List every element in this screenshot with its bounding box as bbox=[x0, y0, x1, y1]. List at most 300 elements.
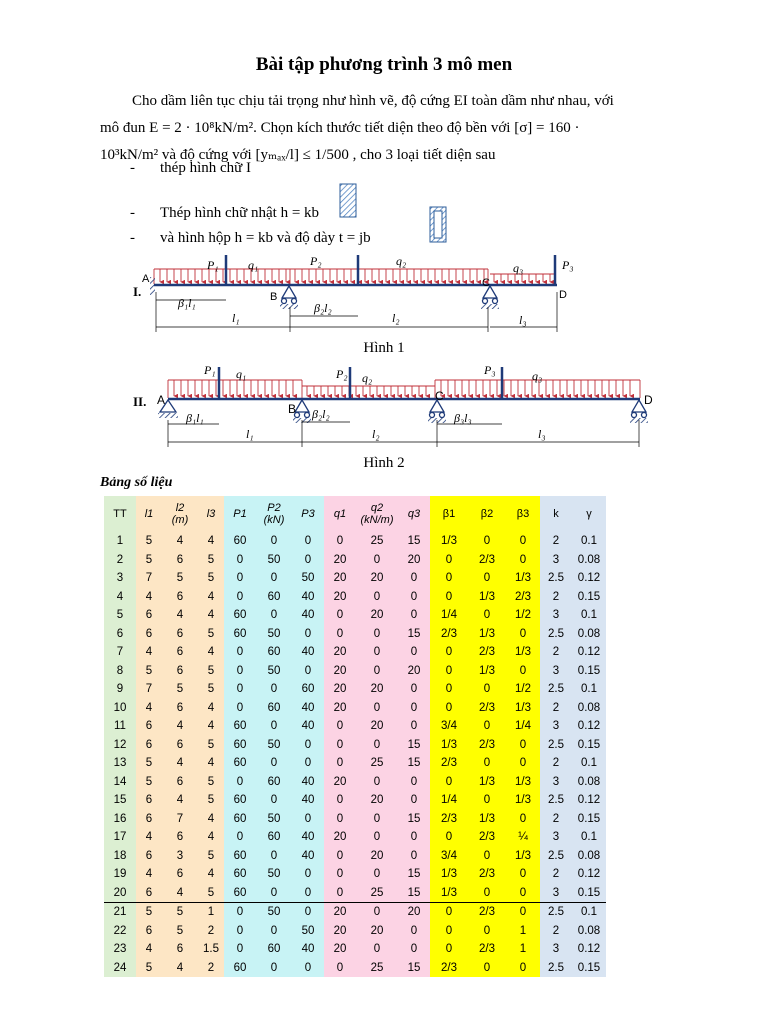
column-header: P2 (kN) bbox=[256, 496, 292, 532]
table-cell: 50 bbox=[256, 810, 292, 829]
table-cell: 2/3 bbox=[468, 699, 506, 718]
table-cell: 6 bbox=[162, 699, 198, 718]
table-cell: 7 bbox=[104, 643, 136, 662]
table-cell: 1/3 bbox=[506, 773, 540, 792]
table-cell: 60 bbox=[224, 606, 256, 625]
table-cell: 20 bbox=[104, 884, 136, 903]
table-cell: 60 bbox=[224, 736, 256, 755]
table-row bbox=[104, 959, 606, 978]
table-cell: 2 bbox=[540, 532, 572, 551]
table-cell: 20 bbox=[324, 569, 356, 588]
table-cell: 0.15 bbox=[572, 736, 606, 755]
load-q2-1: q₂ bbox=[396, 254, 407, 268]
table-cell: 0 bbox=[398, 828, 430, 847]
table-cell: 0 bbox=[430, 569, 468, 588]
table-row bbox=[104, 662, 606, 681]
dim-b2l2-2: β₂l₂ bbox=[312, 407, 330, 421]
table-cell: 4 bbox=[198, 717, 224, 736]
table-cell: 3 bbox=[104, 569, 136, 588]
table-cell: 0 bbox=[256, 922, 292, 941]
load-q3-1: q₃ bbox=[513, 261, 524, 275]
table-cell: 0 bbox=[356, 810, 398, 829]
table-cell: 11 bbox=[104, 717, 136, 736]
column-header: k bbox=[540, 496, 572, 532]
table-cell: 60 bbox=[224, 959, 256, 978]
table-cell: 18 bbox=[104, 847, 136, 866]
table-cell: 0 bbox=[506, 903, 540, 922]
table-row bbox=[104, 828, 606, 847]
table-cell: 1/3 bbox=[506, 699, 540, 718]
table-cell: 0 bbox=[398, 569, 430, 588]
table-cell: 0 bbox=[468, 680, 506, 699]
table-cell: 5 bbox=[162, 680, 198, 699]
table-cell: 60 bbox=[224, 865, 256, 884]
figure-2-caption: Hình 2 bbox=[363, 455, 405, 471]
table-cell: 6 bbox=[136, 606, 162, 625]
table-cell: 1/4 bbox=[430, 606, 468, 625]
load-P1-1: P₁ bbox=[207, 258, 219, 272]
table-cell: 0 bbox=[430, 773, 468, 792]
table-cell: 8 bbox=[104, 662, 136, 681]
table-cell: 0 bbox=[356, 828, 398, 847]
table-cell: 2 bbox=[198, 959, 224, 978]
table-cell: 4 bbox=[162, 884, 198, 903]
table-cell: 0 bbox=[356, 662, 398, 681]
table-cell: 0.1 bbox=[572, 532, 606, 551]
table-cell: 60 bbox=[224, 847, 256, 866]
table-cell: 1/4 bbox=[506, 717, 540, 736]
table-cell: 4 bbox=[198, 606, 224, 625]
table-cell: 0.15 bbox=[572, 662, 606, 681]
table-cell: 2/3 bbox=[430, 810, 468, 829]
table-cell: 3 bbox=[540, 551, 572, 570]
table-cell: 4 bbox=[104, 588, 136, 607]
table-cell: 5 bbox=[104, 606, 136, 625]
table-cell: 0 bbox=[324, 754, 356, 773]
column-header: P1 bbox=[224, 496, 256, 532]
table-cell: 6 bbox=[162, 940, 198, 959]
point-A-1: A bbox=[142, 273, 150, 285]
table-cell: 5 bbox=[198, 551, 224, 570]
table-cell: 5 bbox=[162, 903, 198, 922]
table-cell: 13 bbox=[104, 754, 136, 773]
table-cell: 0.12 bbox=[572, 569, 606, 588]
table-cell: 0 bbox=[506, 662, 540, 681]
table-cell: 0 bbox=[324, 865, 356, 884]
table-cell: 0 bbox=[292, 532, 324, 551]
table-cell: 2 bbox=[540, 922, 572, 941]
table-cell: 0.15 bbox=[572, 810, 606, 829]
table-cell: 5 bbox=[162, 922, 198, 941]
table-cell: 15 bbox=[398, 625, 430, 644]
table-row bbox=[104, 717, 606, 736]
table-cell: 0.12 bbox=[572, 940, 606, 959]
beam-figure-2 bbox=[130, 362, 660, 450]
intro-line-3: 10³kN/m² và độ cứng với [yₘₐₓ/l] ≤ 1/500 , cho 3 loại tiết diện sau bbox=[100, 147, 496, 163]
table-cell: 1/4 bbox=[430, 791, 468, 810]
table-cell: 3 bbox=[540, 717, 572, 736]
load-q2-2: q₂ bbox=[362, 371, 373, 385]
table-cell: 1 bbox=[198, 903, 224, 922]
table-cell: 12 bbox=[104, 736, 136, 755]
table-cell: 2 bbox=[540, 699, 572, 718]
table-row bbox=[104, 551, 606, 570]
table-row bbox=[104, 569, 606, 588]
table-cell: 1/3 bbox=[506, 569, 540, 588]
table-cell: 2 bbox=[540, 643, 572, 662]
table-cell: 1 bbox=[506, 940, 540, 959]
table-cell: 0 bbox=[356, 736, 398, 755]
table-cell: 0 bbox=[430, 551, 468, 570]
table-cell: 6 bbox=[162, 643, 198, 662]
table-cell: 2/3 bbox=[430, 754, 468, 773]
table-cell: 20 bbox=[356, 569, 398, 588]
column-header: β1 bbox=[430, 496, 468, 532]
table-cell: 2.5 bbox=[540, 847, 572, 866]
table-cell: 1/3 bbox=[430, 736, 468, 755]
load-P2-2: P₂ bbox=[336, 367, 348, 381]
table-cell: 0 bbox=[356, 643, 398, 662]
table-cell: 2 bbox=[104, 551, 136, 570]
table-cell: 0 bbox=[356, 940, 398, 959]
table-cell: 0.08 bbox=[572, 551, 606, 570]
dim-l2-2: l₂ bbox=[372, 427, 380, 441]
table-cell: 20 bbox=[324, 773, 356, 792]
table-cell: 50 bbox=[256, 903, 292, 922]
table-cell: 0 bbox=[398, 699, 430, 718]
table-cell: 1 bbox=[506, 922, 540, 941]
table-row bbox=[104, 736, 606, 755]
table-cell: 20 bbox=[324, 828, 356, 847]
table-cell: 0 bbox=[224, 551, 256, 570]
table-cell: 60 bbox=[224, 532, 256, 551]
load-q1-1: q₁ bbox=[248, 258, 259, 272]
dim-l3-2: l₃ bbox=[538, 427, 546, 441]
column-header: TT bbox=[104, 496, 136, 532]
table-cell: 1/3 bbox=[506, 847, 540, 866]
table-cell: 0 bbox=[468, 791, 506, 810]
table-cell: 3 bbox=[540, 828, 572, 847]
table-cell: 0 bbox=[292, 625, 324, 644]
table-cell: 7 bbox=[136, 569, 162, 588]
table-cell: 0 bbox=[506, 865, 540, 884]
column-header: P3 bbox=[292, 496, 324, 532]
table-row bbox=[104, 922, 606, 941]
table-cell: 20 bbox=[324, 680, 356, 699]
intro-line-2: mô đun E = 2 · 10⁸kN/m². Chọn kích thước tiết diện theo độ bền với [σ] = 160 · bbox=[100, 120, 580, 136]
table-cell: 2/3 bbox=[468, 736, 506, 755]
table-cell: 50 bbox=[256, 865, 292, 884]
table-cell: 60 bbox=[224, 791, 256, 810]
table-cell: 15 bbox=[398, 754, 430, 773]
table-cell: 6 bbox=[136, 810, 162, 829]
table-cell: 3 bbox=[540, 662, 572, 681]
table-cell: 0 bbox=[224, 588, 256, 607]
table-cell: 16 bbox=[104, 810, 136, 829]
table-cell: 20 bbox=[324, 643, 356, 662]
table-cell: 0 bbox=[292, 903, 324, 922]
table-cell: 0.08 bbox=[572, 699, 606, 718]
table-cell: 22 bbox=[104, 922, 136, 941]
table-cell: 3 bbox=[540, 884, 572, 903]
table-cell: 20 bbox=[356, 791, 398, 810]
table-cell: 2/3 bbox=[468, 940, 506, 959]
table-cell: 0 bbox=[224, 680, 256, 699]
table-cell: 0 bbox=[398, 643, 430, 662]
table-cell: 0 bbox=[324, 810, 356, 829]
table-cell: 0 bbox=[506, 532, 540, 551]
table-cell: 60 bbox=[224, 754, 256, 773]
table-cell: 4 bbox=[198, 810, 224, 829]
table-cell: 2.5 bbox=[540, 625, 572, 644]
table-cell: 60 bbox=[292, 680, 324, 699]
table-cell: 2 bbox=[540, 865, 572, 884]
table-cell: 21 bbox=[104, 903, 136, 922]
table-cell: 0.08 bbox=[572, 922, 606, 941]
table-cell: 0 bbox=[292, 754, 324, 773]
table-cell: 0 bbox=[356, 903, 398, 922]
table-cell: 0 bbox=[430, 699, 468, 718]
table-cell: 0 bbox=[356, 773, 398, 792]
table-cell: 0.1 bbox=[572, 828, 606, 847]
table-cell: 2.5 bbox=[540, 680, 572, 699]
table-cell: 14 bbox=[104, 773, 136, 792]
table-cell: 0 bbox=[356, 625, 398, 644]
table-cell: 0 bbox=[292, 884, 324, 903]
table-cell: 0 bbox=[506, 810, 540, 829]
table-cell: 0 bbox=[398, 791, 430, 810]
table-cell: 40 bbox=[292, 588, 324, 607]
table-cell: 0.12 bbox=[572, 791, 606, 810]
table-cell: 0.1 bbox=[572, 903, 606, 922]
table-cell: 2 bbox=[198, 922, 224, 941]
table-cell: 1/3 bbox=[468, 662, 506, 681]
table-cell: 0 bbox=[506, 959, 540, 978]
table-cell: 60 bbox=[224, 884, 256, 903]
table-cell: 6 bbox=[162, 736, 198, 755]
table-cell: 3 bbox=[540, 606, 572, 625]
table-cell: 0 bbox=[292, 865, 324, 884]
roman-label-1 bbox=[133, 284, 141, 299]
box-section-icon bbox=[428, 205, 450, 245]
table-cell: 0 bbox=[256, 569, 292, 588]
table-cell: 60 bbox=[224, 717, 256, 736]
table-cell: 0.08 bbox=[572, 625, 606, 644]
table-row bbox=[104, 810, 606, 829]
table-cell: 3 bbox=[540, 773, 572, 792]
table-cell: 0.1 bbox=[572, 754, 606, 773]
table-cell: 60 bbox=[256, 699, 292, 718]
table-cell: 0 bbox=[430, 588, 468, 607]
point-D-1: D bbox=[559, 289, 567, 301]
table-cell: 1/3 bbox=[430, 884, 468, 903]
table-cell: 5 bbox=[136, 754, 162, 773]
load-P2-1: P₂ bbox=[310, 254, 322, 268]
table-cell: 0 bbox=[398, 847, 430, 866]
table-cell: 4 bbox=[136, 828, 162, 847]
table-cell: 1/3 bbox=[468, 773, 506, 792]
bullet-rectangle: - Thép hình chữ nhật h = kb bbox=[130, 205, 320, 221]
table-cell: 20 bbox=[324, 922, 356, 941]
table-cell: 2.5 bbox=[540, 903, 572, 922]
table-row bbox=[104, 884, 606, 903]
table-cell: 4 bbox=[198, 828, 224, 847]
dim-b2l2-1: β₂l₂ bbox=[314, 301, 332, 315]
table-cell: 50 bbox=[292, 569, 324, 588]
table-cell: 4 bbox=[198, 643, 224, 662]
table-cell: 15 bbox=[398, 810, 430, 829]
table-cell: 2 bbox=[540, 588, 572, 607]
table-cell: 40 bbox=[292, 847, 324, 866]
table-cell: 20 bbox=[398, 662, 430, 681]
table-cell: 15 bbox=[398, 884, 430, 903]
table-cell: 50 bbox=[256, 662, 292, 681]
table-cell: 4 bbox=[162, 754, 198, 773]
table-row bbox=[104, 865, 606, 884]
table-cell: 2/3 bbox=[506, 588, 540, 607]
dim-b1l1-1: β₁l₁ bbox=[178, 296, 196, 310]
table-cell: 0 bbox=[224, 643, 256, 662]
table-row bbox=[104, 699, 606, 718]
table-cell: 4 bbox=[198, 588, 224, 607]
table-cell: 0 bbox=[224, 828, 256, 847]
table-cell: 0 bbox=[430, 680, 468, 699]
column-header: l3 bbox=[198, 496, 224, 532]
table-cell: 2/3 bbox=[468, 828, 506, 847]
table-cell: 1/3 bbox=[468, 588, 506, 607]
table-cell: 2/3 bbox=[430, 959, 468, 978]
table-cell: 0 bbox=[256, 847, 292, 866]
table-row bbox=[104, 680, 606, 699]
table-cell: 5 bbox=[136, 662, 162, 681]
dim-l2-1: l₂ bbox=[392, 311, 400, 325]
table-cell: 6 bbox=[136, 922, 162, 941]
table-cell: 40 bbox=[292, 828, 324, 847]
table-cell: 19 bbox=[104, 865, 136, 884]
table-cell: 2 bbox=[540, 810, 572, 829]
table-cell: 4 bbox=[136, 940, 162, 959]
table-cell: 0 bbox=[430, 903, 468, 922]
table-cell: 0 bbox=[324, 717, 356, 736]
table-cell: 4 bbox=[162, 606, 198, 625]
table-cell: 6 bbox=[136, 791, 162, 810]
table-cell: 2.5 bbox=[540, 791, 572, 810]
dim-b1l1-2: β₁l₁ bbox=[186, 411, 204, 425]
point-A-2: A bbox=[157, 393, 166, 407]
table-cell: 1/3 bbox=[430, 532, 468, 551]
table-cell: 60 bbox=[256, 773, 292, 792]
table-cell: 5 bbox=[198, 736, 224, 755]
table-cell: 0 bbox=[224, 662, 256, 681]
table-cell: 0 bbox=[324, 532, 356, 551]
table-cell: 6 bbox=[162, 551, 198, 570]
table-cell: 1/2 bbox=[506, 680, 540, 699]
table-cell: 0 bbox=[468, 569, 506, 588]
table-cell: 0 bbox=[468, 922, 506, 941]
table-cell: 6 bbox=[162, 865, 198, 884]
table-row bbox=[104, 903, 606, 922]
table-cell: 20 bbox=[324, 551, 356, 570]
table-cell: 5 bbox=[198, 884, 224, 903]
table-cell: 0.12 bbox=[572, 865, 606, 884]
table-cell: 5 bbox=[198, 847, 224, 866]
table-cell: 25 bbox=[356, 884, 398, 903]
table-cell: 20 bbox=[324, 699, 356, 718]
table-cell: 15 bbox=[398, 532, 430, 551]
table-cell: 4 bbox=[162, 532, 198, 551]
table-cell: 0 bbox=[324, 606, 356, 625]
table-cell: 50 bbox=[292, 922, 324, 941]
table-cell: 0 bbox=[324, 959, 356, 978]
load-q1-2: q₁ bbox=[236, 367, 247, 381]
column-header: β2 bbox=[468, 496, 506, 532]
table-row bbox=[104, 791, 606, 810]
table-cell: 0 bbox=[506, 754, 540, 773]
table-cell: 24 bbox=[104, 959, 136, 978]
table-cell: 0 bbox=[224, 569, 256, 588]
table-cell: 6 bbox=[136, 736, 162, 755]
table-cell: 0 bbox=[256, 717, 292, 736]
table-cell: 20 bbox=[356, 717, 398, 736]
table-cell: 60 bbox=[224, 810, 256, 829]
rectangle-section-icon bbox=[338, 182, 360, 220]
table-cell: 0 bbox=[506, 551, 540, 570]
table-cell: 0 bbox=[256, 791, 292, 810]
table-cell: 15 bbox=[398, 736, 430, 755]
dim-l1-1: l₁ bbox=[232, 311, 240, 325]
table-cell: 4 bbox=[198, 699, 224, 718]
dim-b3l3-2: β₃l₃ bbox=[454, 411, 472, 425]
table-title: Bảng số liệu bbox=[100, 475, 173, 490]
table-cell: 0.1 bbox=[572, 680, 606, 699]
table-cell: 3/4 bbox=[430, 847, 468, 866]
table-cell: 0 bbox=[468, 754, 506, 773]
table-cell: 5 bbox=[198, 662, 224, 681]
beam-figure-1 bbox=[130, 252, 590, 340]
table-cell: 0 bbox=[468, 606, 506, 625]
point-B-2: B bbox=[288, 402, 297, 416]
table-cell: 20 bbox=[356, 606, 398, 625]
table-cell: 6 bbox=[104, 625, 136, 644]
table-cell: 4 bbox=[162, 717, 198, 736]
table-cell: 2/3 bbox=[468, 643, 506, 662]
svg-text:II.: II. bbox=[133, 394, 147, 409]
table-cell: 1.5 bbox=[198, 940, 224, 959]
table-cell: 0.15 bbox=[572, 884, 606, 903]
table-row bbox=[104, 754, 606, 773]
table-cell: 6 bbox=[162, 828, 198, 847]
table-cell: 40 bbox=[292, 606, 324, 625]
column-header: l1 bbox=[136, 496, 162, 532]
table-cell: 4 bbox=[136, 643, 162, 662]
table-cell: 0 bbox=[430, 662, 468, 681]
bullet-i-beam: - thép hình chữ I bbox=[130, 160, 252, 176]
table-cell: 60 bbox=[256, 643, 292, 662]
table-cell: 5 bbox=[136, 551, 162, 570]
table-cell: 0 bbox=[256, 680, 292, 699]
table-cell: 6 bbox=[162, 588, 198, 607]
table-cell: 0.1 bbox=[572, 606, 606, 625]
table-cell: 2/3 bbox=[468, 551, 506, 570]
table-cell: 17 bbox=[104, 828, 136, 847]
table-row bbox=[104, 643, 606, 662]
table-cell: 0 bbox=[506, 625, 540, 644]
table-cell: 5 bbox=[198, 791, 224, 810]
table-cell: 0.12 bbox=[572, 717, 606, 736]
table-cell: 40 bbox=[292, 699, 324, 718]
point-C-2: C bbox=[435, 389, 444, 403]
table-cell: 0 bbox=[398, 773, 430, 792]
